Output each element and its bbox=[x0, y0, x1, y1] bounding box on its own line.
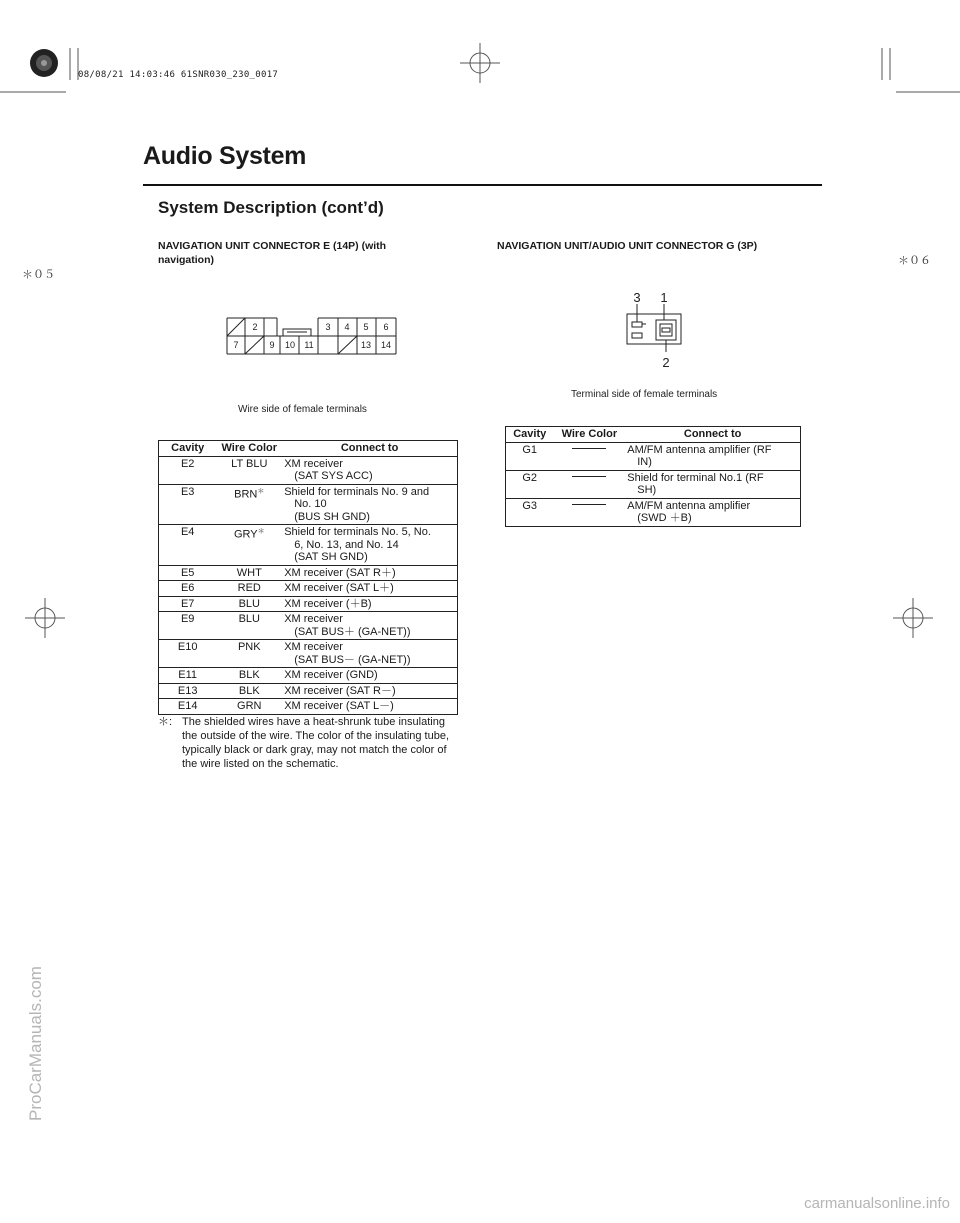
wire-color-cell bbox=[216, 612, 282, 640]
pin-label: 10 bbox=[284, 340, 296, 350]
pin-label: 11 bbox=[304, 340, 314, 350]
table-header-wire-color: Wire Color bbox=[553, 427, 625, 443]
connect-to-line: XM receiver (SAT R＋) bbox=[284, 566, 396, 579]
connect-to-line: (SAT SH GND) bbox=[294, 551, 368, 563]
table-row bbox=[506, 442, 801, 470]
connector-g-table bbox=[505, 426, 801, 527]
footer-watermark: carmanualsonline.info bbox=[804, 1195, 950, 1212]
wire-color-cell bbox=[216, 683, 282, 699]
connect-to-line: XM receiver (SAT L－) bbox=[284, 700, 394, 712]
connect-to-line: Shield for terminal No.1 (RF bbox=[627, 471, 764, 484]
connect-to-cell bbox=[282, 484, 457, 525]
connect-to-line: (SAT SYS ACC) bbox=[294, 470, 373, 482]
connect-to-line: SH) bbox=[637, 484, 657, 496]
wire-color-cell bbox=[216, 484, 282, 525]
page-marker-right: ＊０６ bbox=[898, 254, 931, 267]
cavity-cell: E5 bbox=[159, 565, 217, 581]
connect-to-line: AM/FM antenna amplifier (RF bbox=[627, 443, 772, 456]
connect-to-line: XM receiver (GND) bbox=[284, 669, 378, 681]
wire-color-cell bbox=[553, 498, 625, 526]
wire-color-text: GRY bbox=[233, 528, 258, 541]
connector-e-diagram bbox=[220, 312, 400, 362]
wire-color-text: BLU bbox=[238, 597, 260, 610]
pin-label: 9 bbox=[269, 340, 275, 350]
connect-to-line: XM receiver bbox=[284, 613, 343, 625]
connect-to-cell bbox=[282, 699, 457, 715]
table-row bbox=[159, 581, 458, 597]
connector-e-caption: Wire side of female terminals bbox=[238, 404, 367, 415]
wire-color-text: BLK bbox=[238, 684, 260, 697]
cavity-cell: E4 bbox=[159, 525, 217, 566]
registration-target-icon bbox=[30, 49, 58, 77]
cavity-cell: E3 bbox=[159, 484, 217, 525]
table-row bbox=[159, 640, 458, 668]
connector-e-table bbox=[158, 440, 458, 715]
shield-star-marker: ＊ bbox=[257, 528, 265, 535]
connect-to-cell bbox=[282, 596, 457, 612]
cavity-cell: G3 bbox=[506, 498, 554, 526]
pin-label: 13 bbox=[360, 340, 372, 350]
table-row bbox=[159, 699, 458, 715]
table-row bbox=[159, 668, 458, 684]
connect-to-line: XM receiver (SAT L＋) bbox=[284, 582, 394, 594]
wire-color-text: BLK bbox=[238, 669, 260, 681]
table-header-connect-to: Connect to bbox=[625, 427, 800, 443]
connect-to-line: 6, No. 13, and No. 14 bbox=[294, 538, 399, 551]
wire-color-text: LT BLU bbox=[231, 457, 268, 470]
table-row bbox=[159, 565, 458, 581]
pin-label: 2 bbox=[252, 322, 258, 332]
section-title: System Description (cont’d) bbox=[158, 198, 384, 217]
table-row bbox=[159, 456, 458, 484]
cavity-cell: E13 bbox=[159, 683, 217, 699]
wire-color-cell bbox=[216, 565, 282, 581]
connect-to-line: XM receiver (＋B) bbox=[284, 597, 372, 610]
pin-label: 1 bbox=[660, 290, 668, 305]
table-row bbox=[159, 612, 458, 640]
table-header-cavity: Cavity bbox=[506, 427, 554, 443]
print-stamp: 08/08/21 14:03:46 61SNR030_230_0017 bbox=[78, 70, 279, 80]
wire-color-cell bbox=[216, 525, 282, 566]
wire-color-text: BRN bbox=[234, 488, 258, 501]
connect-to-cell bbox=[282, 525, 457, 566]
table-row bbox=[159, 484, 458, 525]
connect-to-cell bbox=[282, 668, 457, 684]
title-rule bbox=[143, 184, 822, 186]
no-wire-dash bbox=[572, 476, 606, 477]
connect-to-line: XM receiver (SAT R－) bbox=[284, 684, 396, 697]
connect-to-line: Shield for terminals No. 5, No. bbox=[284, 526, 431, 538]
table-row bbox=[159, 525, 458, 566]
wire-color-cell bbox=[216, 456, 282, 484]
wire-color-cell bbox=[216, 668, 282, 684]
footnote-marker: ＊: bbox=[158, 716, 173, 728]
wire-color-cell bbox=[553, 442, 625, 470]
connect-to-cell bbox=[625, 470, 800, 498]
cavity-cell: G2 bbox=[506, 470, 554, 498]
connect-to-line: AM/FM antenna amplifier bbox=[627, 499, 751, 512]
connector-g-heading: NAVIGATION UNIT/AUDIO UNIT CONNECTOR G (3P) bbox=[497, 240, 758, 252]
wire-color-text: WHT bbox=[236, 566, 262, 579]
pin-label: 5 bbox=[363, 322, 369, 332]
cavity-cell: E14 bbox=[159, 699, 217, 715]
page-marker-left: ＊０５ bbox=[22, 268, 55, 281]
cavity-cell: E6 bbox=[159, 581, 217, 597]
connect-to-cell bbox=[282, 640, 457, 668]
table-header-cavity: Cavity bbox=[159, 441, 217, 457]
table-row bbox=[159, 683, 458, 699]
wire-color-cell bbox=[216, 699, 282, 715]
cavity-cell: E10 bbox=[159, 640, 217, 668]
cavity-cell: E7 bbox=[159, 596, 217, 612]
connector-g-diagram bbox=[620, 290, 690, 372]
no-wire-dash bbox=[572, 504, 606, 505]
pin-label: 7 bbox=[233, 340, 239, 350]
no-wire-dash bbox=[572, 448, 606, 449]
connect-to-cell bbox=[625, 498, 800, 526]
connector-g-caption: Terminal side of female terminals bbox=[571, 389, 718, 400]
pin-label: 3 bbox=[633, 290, 641, 305]
wire-color-cell bbox=[216, 596, 282, 612]
connect-to-cell bbox=[282, 581, 457, 597]
wire-color-cell bbox=[216, 640, 282, 668]
connect-to-line: (BUS SH GND) bbox=[294, 510, 370, 523]
connect-to-cell bbox=[282, 683, 457, 699]
table-header-wire-color: Wire Color bbox=[216, 441, 282, 457]
wire-color-cell bbox=[216, 581, 282, 597]
cavity-cell: G1 bbox=[506, 442, 554, 470]
wire-color-cell bbox=[553, 470, 625, 498]
connect-to-line: (SAT BUS－ (GA-NET)) bbox=[294, 653, 411, 666]
pin-label: 6 bbox=[383, 322, 389, 332]
pin-label: 3 bbox=[325, 322, 331, 332]
connect-to-line: No. 10 bbox=[294, 498, 327, 510]
page-title: Audio System bbox=[143, 142, 307, 170]
pin-label: 2 bbox=[662, 355, 670, 370]
connector-e-heading: NAVIGATION UNIT CONNECTOR E (14P) (with navigation) bbox=[158, 240, 387, 266]
cavity-cell: E9 bbox=[159, 612, 217, 640]
table-row bbox=[159, 596, 458, 612]
pin-label: 14 bbox=[380, 340, 392, 350]
table-row bbox=[506, 470, 801, 498]
table-header-connect-to: Connect to bbox=[282, 441, 457, 457]
connect-to-cell bbox=[282, 612, 457, 640]
side-watermark: ProCarManuals.com bbox=[26, 966, 45, 1121]
cavity-cell: E2 bbox=[159, 456, 217, 484]
connect-to-line: XM receiver bbox=[284, 457, 343, 470]
wire-color-text: RED bbox=[237, 582, 261, 594]
wire-color-text: PNK bbox=[237, 641, 261, 653]
cavity-cell: E11 bbox=[159, 668, 217, 684]
shield-star-marker: ＊ bbox=[257, 487, 265, 495]
connect-to-line: (SWD ＋B) bbox=[637, 512, 692, 524]
connect-to-line: Shield for terminals No. 9 and bbox=[284, 485, 430, 498]
wire-color-text: GRN bbox=[237, 700, 262, 712]
connect-to-cell bbox=[625, 442, 800, 470]
wire-color-text: BLU bbox=[238, 613, 260, 625]
footnote-text: The shielded wires have a heat-shrunk tube insulating the outside of the wire. The color of the insulating tube, typically black or dark gray, may not match the color of the wire listed on the schematic. bbox=[182, 716, 450, 770]
connect-to-cell bbox=[282, 565, 457, 581]
table-row bbox=[506, 498, 801, 526]
connect-to-line: (SAT BUS＋ (GA-NET)) bbox=[294, 625, 411, 638]
connect-to-cell bbox=[282, 456, 457, 484]
connect-to-line: XM receiver bbox=[284, 641, 343, 653]
pin-label: 4 bbox=[344, 322, 350, 332]
connect-to-line: IN) bbox=[637, 456, 652, 468]
